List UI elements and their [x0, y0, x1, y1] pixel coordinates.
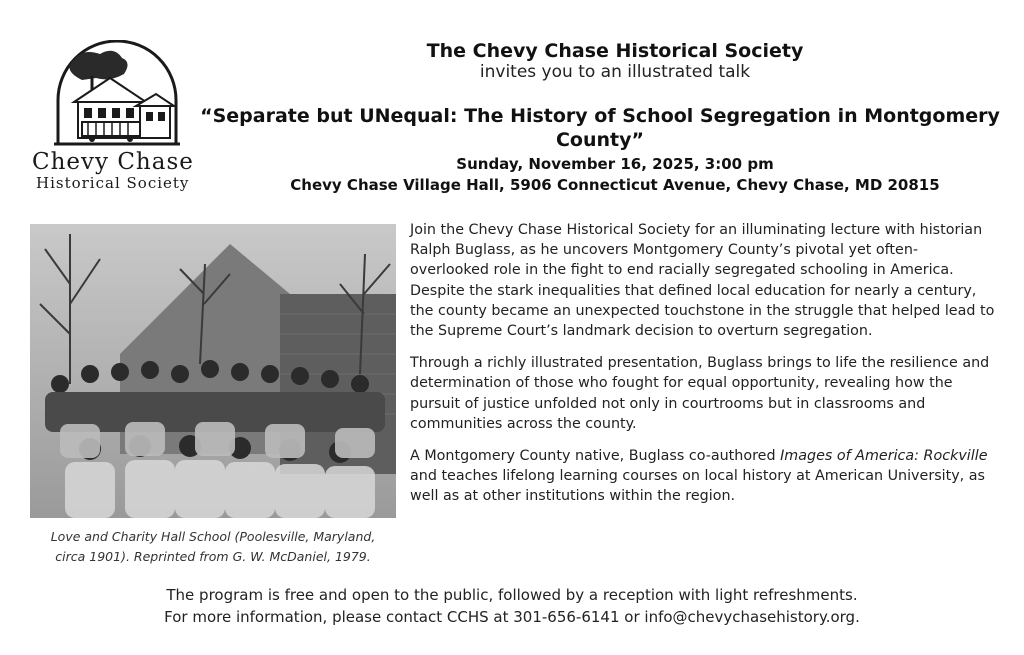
- book-title: Images of America: Rockville: [780, 448, 988, 465]
- caption-line-2: circa 1901). Reprinted from G. W. McDaniel, 1979.: [55, 549, 371, 564]
- caption-line-1: Love and Charity Hall School (Poolesville, Maryland,: [50, 529, 376, 544]
- historic-school-photo: [30, 224, 396, 518]
- contact-info: For more information, please contact CCHS at 301-656-6141 or info@chevychasehistory.org.: [164, 608, 860, 626]
- description-paragraph-1: Join the Chevy Chase Historical Society for an illuminating lecture with historian Ralph Buglass, as he uncovers Montgomery County’s pivotal yet often-overlooked role in the fight to end racially segregated schooling in America. Despite the stark inequalities that defined local education for nearly a century, the county became an unexpected touchstone in the struggle that helped lead to the Supreme Court’s landmark decision to overturn segregation.: [410, 222, 995, 340]
- society-logo: [30, 40, 210, 200]
- bio-text-b: and teaches lifelong learning courses on local history at American University, as well as at other institutions within the region.: [410, 468, 985, 505]
- talk-title: “Separate but UNequal: The History of School Segregation in Montgomery County”: [200, 105, 1000, 151]
- organization-title: The Chevy Chase Historical Society: [426, 40, 804, 62]
- logo-name: Chevy Chase: [32, 149, 194, 175]
- event-date-time: Sunday, November 16, 2025, 3:00 pm: [456, 155, 774, 173]
- invite-line: invites you to an illustrated talk: [479, 62, 751, 82]
- historic-house-icon: [52, 40, 182, 148]
- description-paragraph-2: Through a richly illustrated presentation, Buglass brings to life the resilience and determination of those who fought for equal opportunity, revealing how the pursuit of justice unfolded not only in courtrooms but in classrooms and communities across the county.: [410, 355, 990, 432]
- program-info: The program is free and open to the public, followed by a reception with light refreshments.: [166, 586, 858, 604]
- photo-caption: [30, 527, 396, 567]
- logo-subtitle: Historical Society: [36, 174, 190, 192]
- description-paragraph-3: [410, 446, 995, 507]
- event-description: [410, 220, 995, 519]
- event-venue: Chevy Chase Village Hall, 5906 Connecticut Avenue, Chevy Chase, MD 20815: [290, 176, 940, 194]
- bio-text-a: A Montgomery County native, Buglass co-authored: [410, 448, 781, 465]
